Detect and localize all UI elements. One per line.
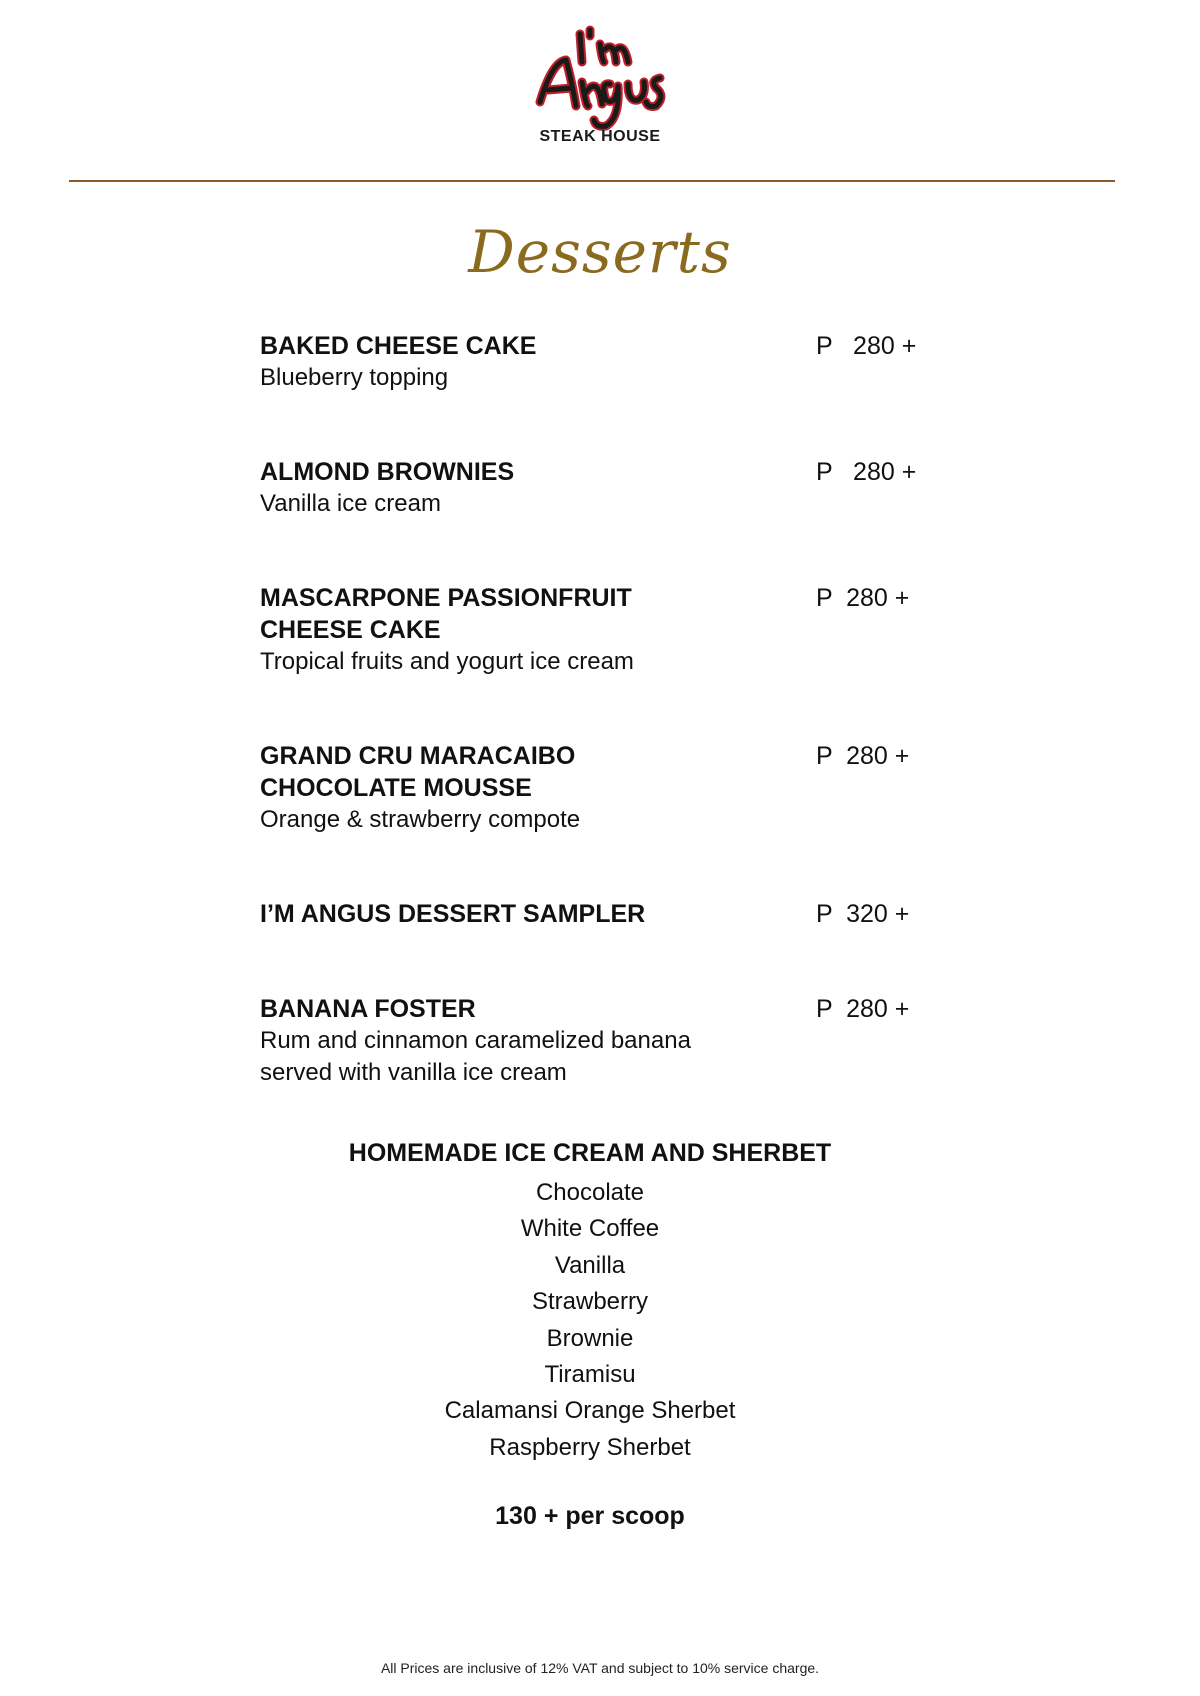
item-name: I’M ANGUS DESSERT SAMPLER <box>260 900 646 928</box>
item-description: Tropical fruits and yogurt ice cream <box>260 648 634 675</box>
header-divider <box>69 180 1115 182</box>
item-price: P 280 + <box>816 332 917 360</box>
flavor-item: Brownie <box>546 1324 634 1352</box>
flavor-item: Tiramisu <box>544 1361 636 1389</box>
item-name: BANANA FOSTER <box>260 995 476 1023</box>
menu-item <box>260 740 940 836</box>
scoop-price: 130 + per scoop <box>495 1502 685 1531</box>
menu-item <box>260 898 940 930</box>
ice-cream-section <box>260 1135 920 1534</box>
restaurant-logo <box>0 22 1200 172</box>
flavor-item: Vanilla <box>554 1251 626 1279</box>
item-price: P 280 + <box>816 584 910 612</box>
logo-subtitle: STEAK HOUSE <box>539 128 661 145</box>
item-name: GRAND CRU MARACAIBO CHOCOLATE MOUSSE <box>260 742 576 802</box>
item-name: BAKED CHEESE CAKE <box>260 332 537 360</box>
item-description: Vanilla ice cream <box>260 490 441 517</box>
item-name: ALMOND BROWNIES <box>260 458 515 486</box>
item-description: Blueberry topping <box>260 364 449 391</box>
svg-text:I'm Angus: I'm Angus <box>510 22 515 23</box>
menu-item <box>260 456 940 520</box>
flavor-item: Raspberry Sherbet <box>489 1433 691 1461</box>
menu-item <box>260 330 940 394</box>
flavor-item: Strawberry <box>531 1288 649 1316</box>
menu-item <box>260 582 940 678</box>
logo-mark-icon <box>510 22 690 132</box>
item-name: MASCARPONE PASSIONFRUIT CHEESE CAKE <box>260 584 632 644</box>
item-description: Rum and cinnamon caramelized banana served with vanilla ice cream <box>260 1027 691 1086</box>
item-price: P 320 + <box>816 900 910 928</box>
flavor-item: Chocolate <box>535 1179 645 1206</box>
section-title: Desserts <box>468 218 732 286</box>
item-description: Orange & strawberry compote <box>260 806 581 833</box>
item-price: P 280 + <box>816 458 917 486</box>
flavor-item: White Coffee <box>520 1215 660 1243</box>
flavor-item: Calamansi Orange Sherbet <box>444 1397 736 1425</box>
item-price: P 280 + <box>816 995 910 1023</box>
item-price: P 280 + <box>816 742 910 770</box>
menu-item <box>260 993 940 1089</box>
footer-note: All Prices are inclusive of 12% VAT and subject to 10% service charge. <box>380 1660 820 1676</box>
ice-cream-heading: HOMEMADE ICE CREAM AND SHERBET <box>348 1139 832 1167</box>
